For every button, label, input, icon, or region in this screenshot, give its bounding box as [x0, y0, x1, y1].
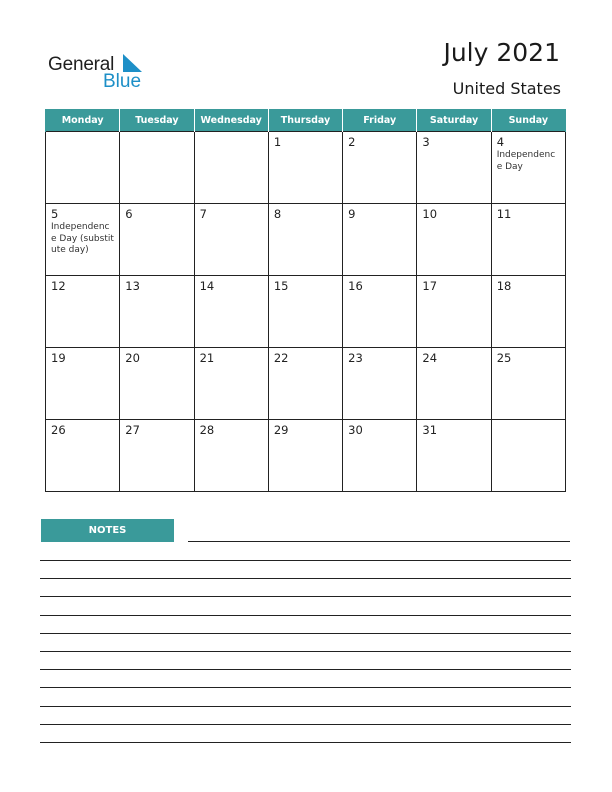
day-cell	[120, 420, 194, 492]
day-cell	[343, 204, 417, 276]
day-cell	[343, 420, 417, 492]
country-label: United States	[452, 79, 561, 98]
day-cell	[194, 276, 268, 348]
day-number: 2	[348, 135, 356, 149]
day-cell	[417, 132, 491, 204]
week-row	[46, 204, 566, 276]
day-cell	[268, 132, 342, 204]
day-number: 4	[496, 135, 505, 149]
calendar-title: July 2021	[443, 38, 560, 67]
day-cell	[417, 420, 491, 492]
day-number: 8	[273, 207, 282, 221]
day-number: 23	[348, 351, 363, 365]
day-number: 21	[199, 351, 215, 365]
day-number: 19	[51, 351, 66, 365]
note-line	[40, 615, 571, 616]
day-cell	[120, 348, 194, 420]
weekday-header: Wednesday	[194, 109, 268, 132]
weekday-header: Tuesday	[120, 109, 194, 132]
day-number: 10	[422, 207, 438, 221]
note-line	[40, 706, 571, 707]
day-number: 20	[125, 351, 140, 365]
day-number: 12	[51, 279, 66, 293]
day-number: 14	[199, 279, 215, 293]
week-row	[46, 420, 566, 492]
day-cell	[194, 348, 268, 420]
day-number: 9	[348, 207, 356, 221]
day-number: 6	[125, 207, 133, 221]
week-row	[46, 276, 566, 348]
day-cell	[343, 276, 417, 348]
day-number: 3	[422, 135, 430, 149]
day-number: 5	[51, 207, 59, 221]
day-cell	[268, 276, 342, 348]
day-cell	[46, 276, 120, 348]
day-cell	[268, 204, 342, 276]
day-cell	[417, 204, 491, 276]
day-number: 18	[496, 279, 512, 293]
holiday-label: Independence Day	[496, 150, 556, 172]
holiday-label: Independence Day (substitute day)	[51, 222, 114, 255]
day-number: 24	[422, 351, 438, 365]
logo-text-blue: Blue	[103, 71, 142, 92]
day-number: 25	[496, 351, 512, 365]
day-cell	[491, 420, 565, 492]
weekday-header: Thursday	[268, 109, 342, 132]
logo-triangle-icon	[121, 53, 143, 73]
note-line	[188, 541, 570, 542]
day-cell	[268, 348, 342, 420]
day-cell	[120, 132, 194, 204]
day-number: 11	[496, 207, 512, 221]
day-cell	[46, 420, 120, 492]
day-number: 28	[199, 423, 215, 437]
note-line	[40, 669, 571, 670]
note-line	[40, 596, 571, 597]
day-cell	[491, 276, 565, 348]
note-line	[40, 687, 571, 688]
day-cell	[120, 204, 194, 276]
day-cell	[194, 132, 268, 204]
month-calendar	[45, 109, 566, 492]
day-cell	[343, 132, 417, 204]
day-cell	[46, 204, 120, 276]
note-line	[40, 651, 571, 652]
notes-label: NOTES	[41, 519, 174, 542]
weekday-header: Saturday	[417, 109, 491, 132]
weekday-header-row	[46, 109, 566, 132]
day-number: 16	[348, 279, 363, 293]
day-number: 26	[51, 423, 66, 437]
day-cell	[491, 204, 565, 276]
day-cell	[491, 348, 565, 420]
weekday-header: Friday	[343, 109, 417, 132]
day-number: 7	[199, 207, 207, 221]
day-cell	[46, 348, 120, 420]
note-line	[40, 724, 571, 725]
week-row	[46, 132, 566, 204]
day-number: 30	[348, 423, 363, 437]
day-cell	[417, 348, 491, 420]
day-number: 27	[125, 423, 140, 437]
day-number: 1	[273, 135, 282, 149]
week-row	[46, 348, 566, 420]
day-number: 31	[422, 423, 438, 437]
day-cell	[120, 276, 194, 348]
note-line	[40, 560, 571, 561]
day-number: 17	[422, 279, 438, 293]
day-number: 22	[273, 351, 289, 365]
day-cell	[194, 204, 268, 276]
day-cell	[268, 420, 342, 492]
note-line	[40, 742, 571, 743]
day-number: 15	[273, 279, 289, 293]
day-cell	[194, 420, 268, 492]
note-line	[40, 578, 571, 579]
note-line	[40, 633, 571, 634]
brand-logo	[48, 52, 148, 92]
day-cell	[417, 276, 491, 348]
day-number: 29	[273, 423, 289, 437]
day-number: 13	[125, 279, 140, 293]
day-cell	[491, 132, 565, 204]
day-cell	[46, 132, 120, 204]
weekday-header: Sunday	[491, 109, 565, 132]
logo-text-general: General	[48, 54, 115, 75]
day-cell	[343, 348, 417, 420]
weekday-header: Monday	[46, 109, 120, 132]
